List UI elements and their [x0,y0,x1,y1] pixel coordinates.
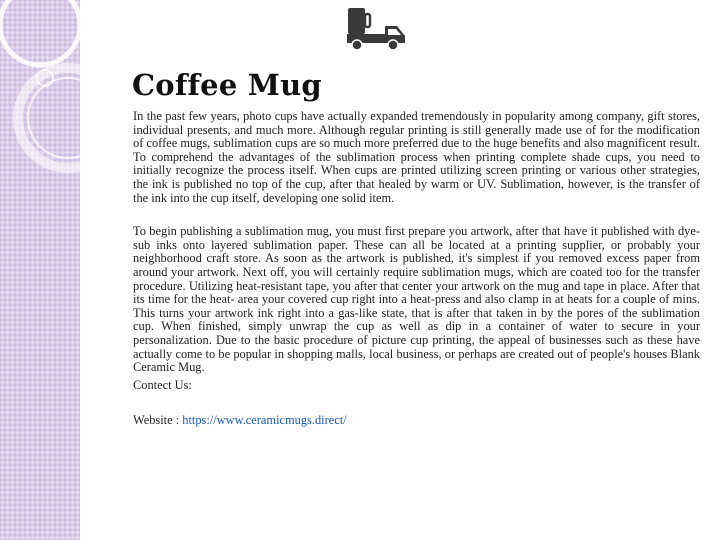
website-label: Website : [133,413,183,428]
website-link[interactable]: https://www.ceramicmugs.direct/ [182,413,347,428]
mug-delivery-truck-icon [345,6,407,52]
decorative-circles [0,0,80,540]
page-title: Coffee Mug [132,68,322,102]
decorative-side-strip [0,0,80,540]
article-paragraph: To begin publishing a sublimation mug, you must first prepare you artwork, after that have it published with dye-sub inks onto layered sublimation paper. These can all be located at a printing supplier, or probably your neighborhood craft store. As soon as the artwork is published, it's simplest if you removed excess paper from around your artwork. Next off, you will certainly require sublimation mugs, which are coated too for the transfer procedure. Utilizing heat-resistant tape, you after that center your artwork on the mug and tape in place. After that its time for the heat- area your covered cup right into a heat-press and also clamp in at heats for a couple of mins. This turns your artwork ink right into a gas-like state, that is after that taken in by the pores of the sublimation cup. When finished, simply unwrap the cup as well as dip in a container of water to secure in your personalization. Due to the basic procedure of picture cup printing, the appeal of businesses such as these have actually come to be popular in shopping malls, local business, or perhaps are created out of people's houses Blank Ceramic Mug. [133,224,700,375]
website-line [133,414,700,428]
article-body [133,110,700,428]
article-paragraph: In the past few years, photo cups have actually expanded tremendously in popularity among company, gift stores, individual presents, and much more. Although regular printing is still generally made use of for the modification of coffee mugs, sublimation cups are so much more preferred due to the huge benefits and also magnificent result. To comprehend the advantages of the sublimation process when printing complete shade cups, you need to initially recognize the process itself. When cups are printed utilizing screen printing or various other strategies, the ink is published no top of the cup, after that healed by warm or UV. Sublimation, however, is the transfer of the ink into the cup itself, developing one solid item. [133,109,700,205]
contact-label: Contect Us: [133,377,192,392]
